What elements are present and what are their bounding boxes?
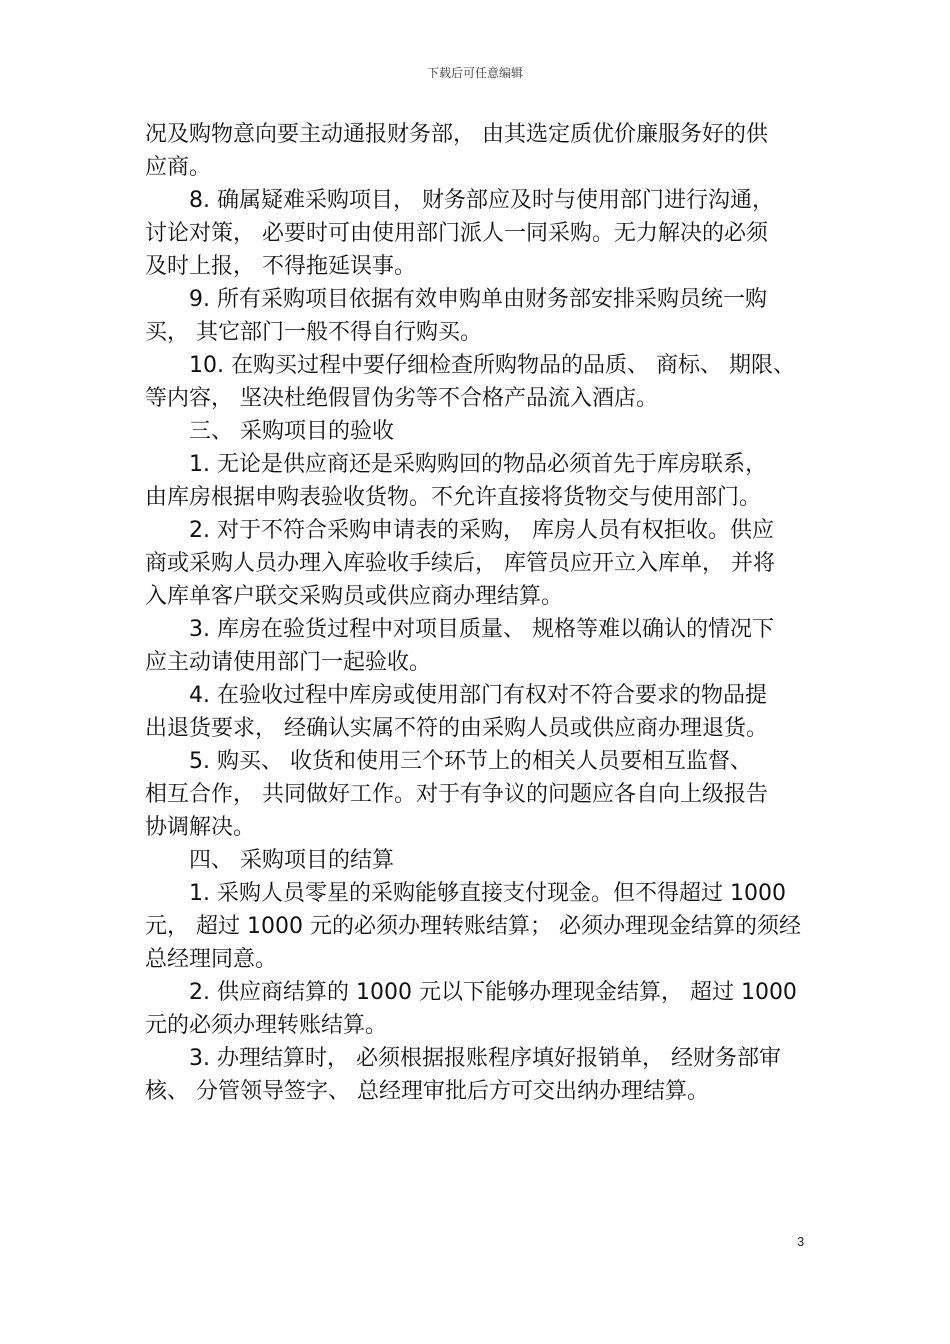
text-line: 4. 在验收过程中库房或使用部门有权对不符合要求的物品提 xyxy=(189,683,767,708)
text-line: 元的必须办理转账结算。 xyxy=(145,1013,388,1038)
text-line: 应主动请使用部门一起验收。 xyxy=(145,650,432,675)
text-line: 9. 所有采购项目依据有效申购单由财务部安排采购员统一购 xyxy=(189,287,767,312)
text-line: 出退货要求， 经确认实属不符的由采购人员或供应商办理退货。 xyxy=(145,716,768,741)
text-line: 协调解决。 xyxy=(145,815,256,840)
document-body xyxy=(145,118,825,1108)
text-line: 等内容， 坚决杜绝假冒伪劣等不合格产品流入酒店。 xyxy=(145,386,658,411)
text-line: 元， 超过 1000 元的必须办理转账结算； 必须办理现金结算的须经 xyxy=(145,914,801,939)
text-line: 相互合作， 共同做好工作。对于有争议的问题应各自向上级报告 xyxy=(145,782,768,807)
text-line: 1. 无论是供应商还是采购购回的物品必须首先于库房联系， xyxy=(189,452,767,477)
text-line: 3. 办理结算时， 必须根据报账程序填好报销单， 经财务部审 xyxy=(189,1046,781,1071)
text-line: 入库单客户联交采购员或供应商办理结算。 xyxy=(145,584,564,609)
text-line: 1. 采购人员零星的采购能够直接支付现金。但不得超过 1000 xyxy=(189,881,786,906)
text-line: 四、 采购项目的结算 xyxy=(189,848,394,873)
text-line: 商或采购人员办理入库验收手续后， 库管员应开立入库单， 并将 xyxy=(145,551,775,576)
text-line: 核、 分管领导签字、 总经理审批后方可交出纳办理结算。 xyxy=(145,1079,709,1104)
text-line: 及时上报， 不得拖延误事。 xyxy=(145,254,416,279)
text-line: 3. 库房在验货过程中对项目质量、 规格等难以确认的情况下 xyxy=(189,617,774,642)
text-line: 8. 确属疑难采购项目， 财务部应及时与使用部门进行沟通， xyxy=(189,188,774,213)
text-line: 应商。 xyxy=(145,155,212,180)
text-line: 由库房根据申购表验收货物。不允许直接将货物交与使用部门。 xyxy=(145,485,762,510)
page-number: 3 xyxy=(797,1234,805,1249)
text-line: 三、 采购项目的验收 xyxy=(189,419,394,444)
text-line: 2. 供应商结算的 1000 元以下能够办理现金结算， 超过 1000 xyxy=(189,980,797,1005)
text-line: 2. 对于不符合采购申请表的采购， 库房人员有权拒收。供应 xyxy=(189,518,774,543)
header-note: 下载后可任意编辑 xyxy=(426,66,523,80)
text-line: 5. 购买、 收货和使用三个环节上的相关人员要相互监督、 xyxy=(189,749,752,774)
text-line: 10. 在购买过程中要仔细检查所购物品的品质、 商标、 期限、 xyxy=(189,353,795,378)
text-line: 买， 其它部门一般不得自行购买。 xyxy=(145,320,482,345)
text-line: 讨论对策， 必要时可由使用部门派人一同采购。无力解决的必须 xyxy=(145,221,768,246)
text-line: 况及购物意向要主动通报财务部， 由其选定质优价廉服务好的供 xyxy=(145,122,768,147)
text-line: 总经理同意。 xyxy=(145,947,278,972)
